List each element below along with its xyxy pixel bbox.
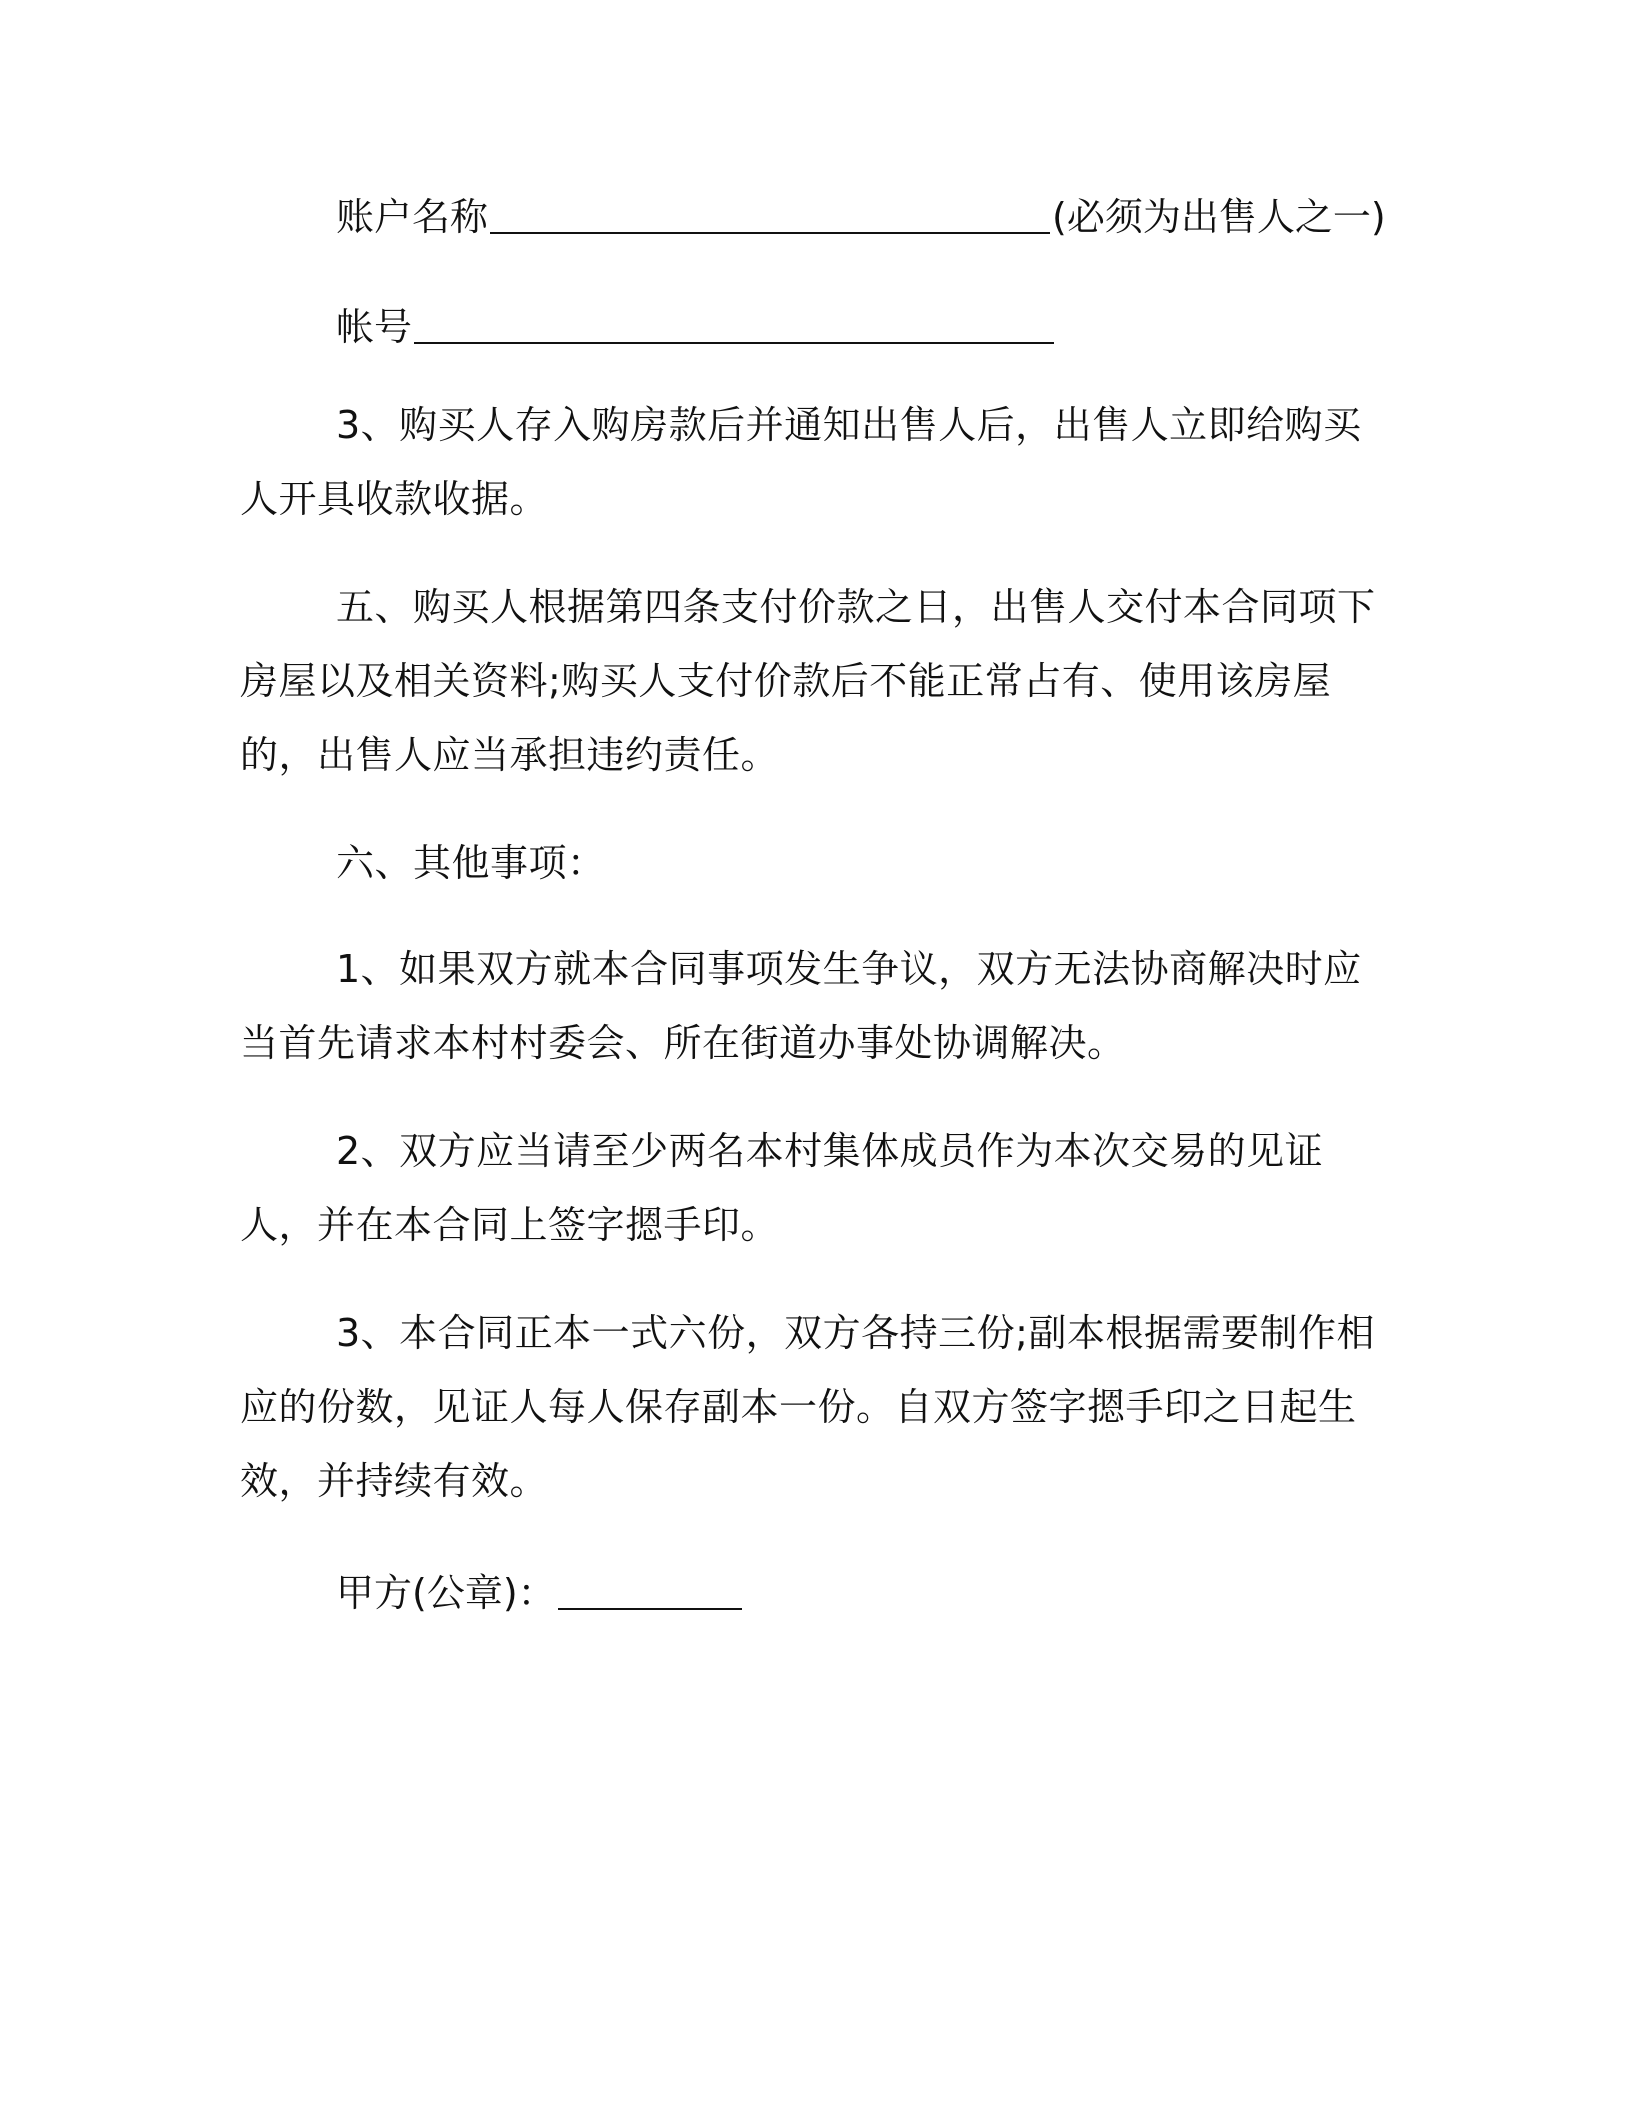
account-name-note: (必须为出售人之一) [1052,195,1386,239]
party-a-label: 甲方(公章)： [336,1571,556,1615]
party-a-signature-blank[interactable] [558,1607,742,1610]
paragraph-text: 六、其他事项： [336,841,606,885]
paragraph-article-six-heading [240,826,1380,900]
account-name-line [336,180,1386,254]
party-a-line [336,1556,744,1630]
paragraph-receipt [240,388,1380,536]
paragraph-witness [240,1114,1380,1262]
paragraph-text: 2、双方应当请至少两名本村集体成员作为本次交易的见证人，并在本合同上签字摁手印。 [240,1129,1324,1247]
account-number-line [336,290,1056,364]
account-number-blank[interactable] [414,341,1054,344]
account-name-label: 账户名称 [336,195,489,239]
account-number-label: 帐号 [336,305,413,349]
paragraph-text: 1、如果双方就本合同事项发生争议，双方无法协商解决时应当首先请求本村村委会、所在街道办事处协调解决。 [240,947,1362,1065]
paragraph-dispute [240,932,1380,1080]
paragraph-text: 五、购买人根据第四条支付价款之日，出售人交付本合同项下房屋以及相关资料;购买人支付价款后不能正常占有、使用该房屋的，出售人应当承担违约责任。 [240,585,1376,777]
paragraph-article-five [240,570,1380,792]
account-name-blank[interactable] [490,231,1050,234]
paragraph-text: 3、购买人存入购房款后并通知出售人后，出售人立即给购买人开具收款收据。 [240,403,1362,521]
paragraph-text: 3、本合同正本一式六份，双方各持三份;副本根据需要制作相应的份数，见证人每人保存副本一份。自双方签字摁手印之日起生效，并持续有效。 [240,1311,1375,1503]
paragraph-copies [240,1296,1380,1518]
